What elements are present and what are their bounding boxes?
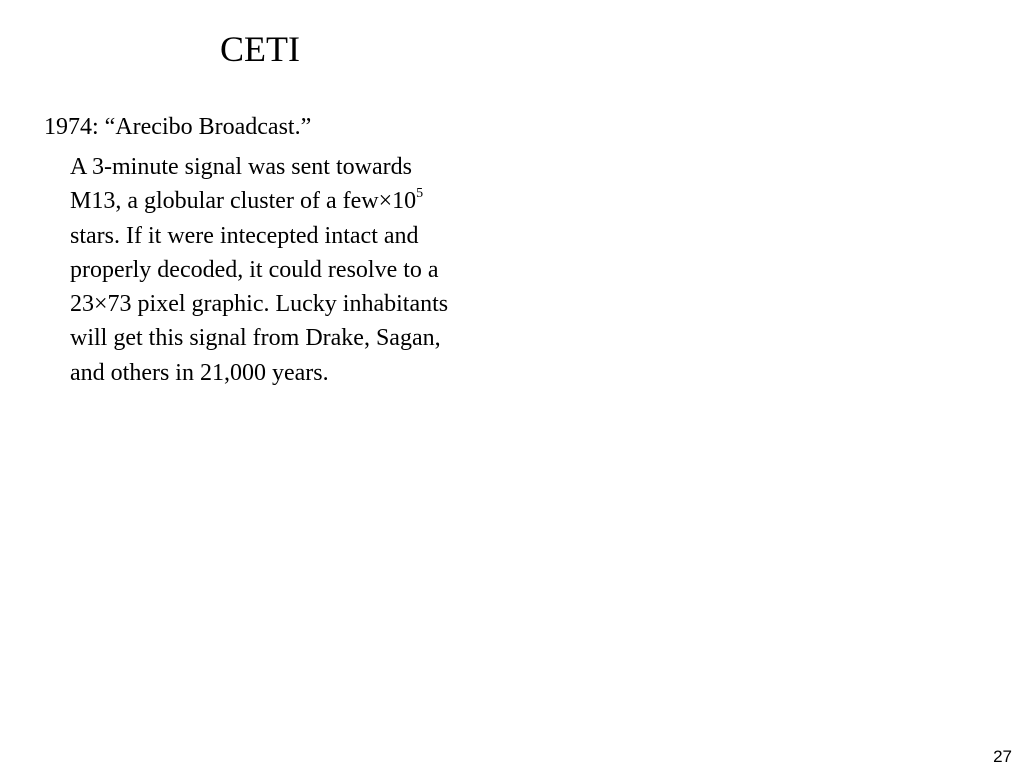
exponent: 5 xyxy=(416,186,424,202)
body-paragraph xyxy=(70,150,540,390)
bullet-heading: 1974: “Arecibo Broadcast.” xyxy=(44,114,312,140)
body-line-5: 23×73 pixel graphic. Lucky inhabitants xyxy=(70,291,449,318)
body-line-1: A 3-minute signal was sent towards xyxy=(70,154,412,180)
body-line-3: stars. If it were intecepted intact and xyxy=(70,222,419,249)
body-line-7: and others in 21,000 years. xyxy=(70,359,329,386)
page-number: 27 xyxy=(993,747,1012,766)
slide-title: CETI xyxy=(220,29,300,69)
body-line-2 xyxy=(70,184,540,218)
body-line-2-text: M13, a globular cluster of a few×10 xyxy=(70,188,417,215)
body-line-6: will get this signal from Drake, Sagan, xyxy=(70,325,441,352)
body-line-4: properly decoded, it could resolve to a xyxy=(70,256,439,283)
